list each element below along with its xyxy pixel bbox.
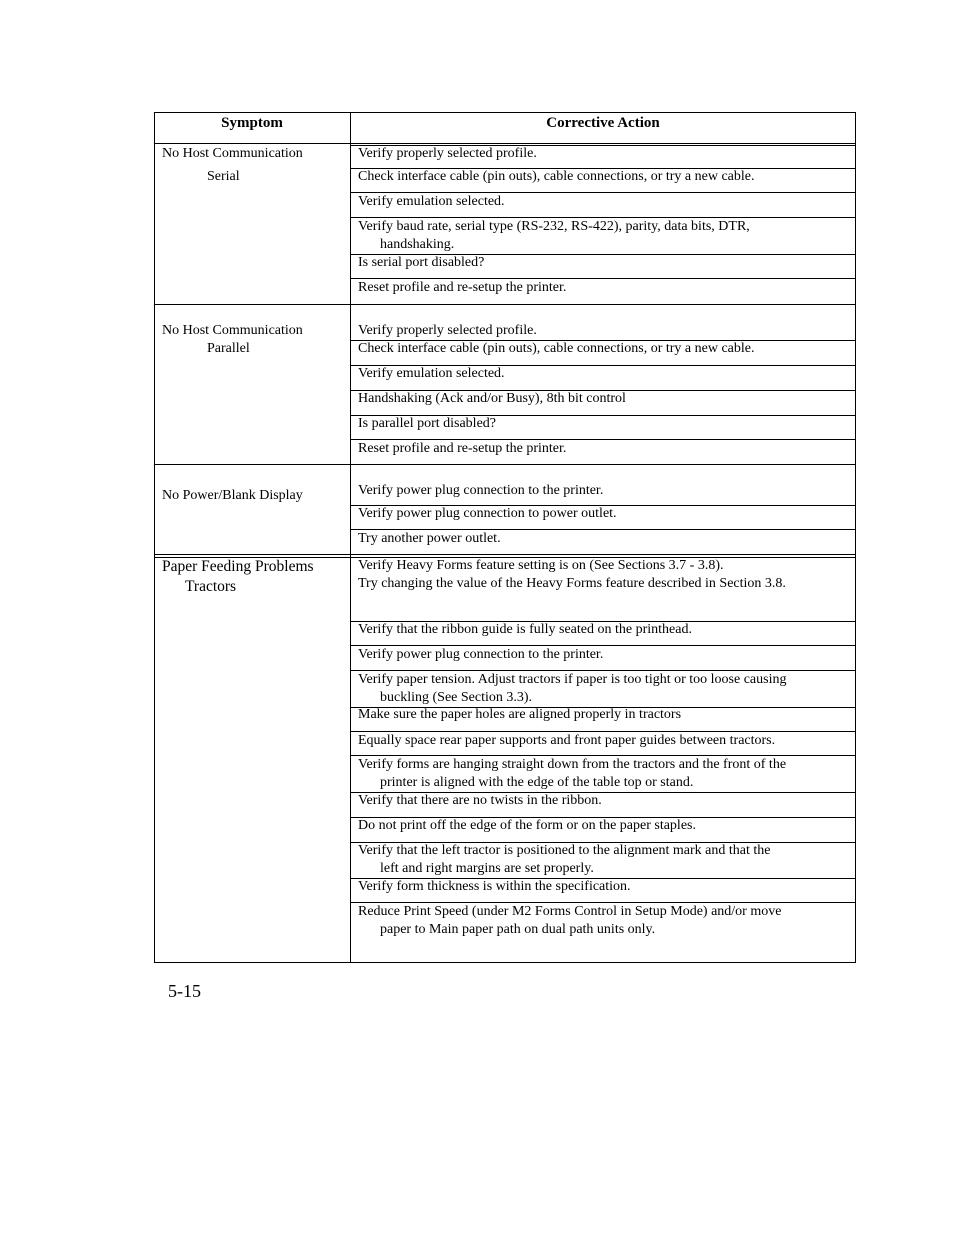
symptom-serial-line1: No Host Communication xyxy=(162,146,303,161)
action-text: Verify emulation selected. xyxy=(358,194,505,209)
action-text: Verify baud rate, serial type (RS-232, RS-422), parity, data bits, DTR, handshaking. xyxy=(358,219,750,252)
action-text: Reduce Print Speed (under M2 Forms Control in Setup Mode) and/or move paper to Main paper path on dual path units only. xyxy=(358,904,782,937)
action-text: Reset profile and re-setup the printer. xyxy=(358,280,567,295)
action-column-header: Corrective Action xyxy=(546,115,660,131)
action-text: Make sure the paper holes are aligned properly in tractors xyxy=(358,707,682,722)
symptom-parallel-line2: Parallel xyxy=(207,341,250,356)
action-text: Verify power plug connection to the printer. xyxy=(358,483,604,498)
action-text: Verify that there are no twists in the ribbon. xyxy=(358,793,602,808)
symptom-column-header: Symptom xyxy=(221,115,283,131)
action-text: Verify Heavy Forms feature setting is on (See Sections 3.7 - 3.8). Try changing the value of the Heavy Forms feature described in Section 3.8. xyxy=(358,558,786,591)
action-text: Verify power plug connection to power outlet. xyxy=(358,506,617,521)
action-text: Reset profile and re-setup the printer. xyxy=(358,441,567,456)
action-text: Check interface cable (pin outs), cable connections, or try a new cable. xyxy=(358,169,755,184)
action-text: Do not print off the edge of the form or on the paper staples. xyxy=(358,818,696,833)
symptom-power: No Power/Blank Display xyxy=(162,488,303,503)
action-text: Check interface cable (pin outs), cable connections, or try a new cable. xyxy=(358,341,755,356)
action-text: Handshaking (Ack and/or Busy), 8th bit control xyxy=(358,391,626,406)
page-number: 5-15 xyxy=(168,981,201,1001)
symptom-serial-line2: Serial xyxy=(207,169,240,184)
action-text: Verify forms are hanging straight down from the tractors and the front of the printer is aligned with the edge of the table top or stand. xyxy=(358,757,787,790)
action-text: Equally space rear paper supports and front paper guides between tractors. xyxy=(358,733,776,748)
action-text: Verify that the left tractor is positioned to the alignment mark and that the left and right margins are set properly. xyxy=(358,843,771,876)
action-text: Verify power plug connection to the printer. xyxy=(358,647,604,662)
action-text: Try another power outlet. xyxy=(358,531,501,546)
action-text: Verify properly selected profile. xyxy=(358,146,537,161)
action-text: Is serial port disabled? xyxy=(358,255,485,270)
action-text: Verify that the ribbon guide is fully seated on the printhead. xyxy=(358,622,692,637)
symptom-paper-feeding-line2: Tractors xyxy=(185,578,237,595)
action-text: Verify properly selected profile. xyxy=(358,323,537,338)
action-text: Verify form thickness is within the specification. xyxy=(358,879,631,894)
troubleshooting-table xyxy=(154,112,856,963)
action-text: Verify emulation selected. xyxy=(358,366,505,381)
symptom-paper-feeding-line1: Paper Feeding Problems xyxy=(162,558,314,575)
action-text: Verify paper tension. Adjust tractors if paper is too tight or too loose causing buckling (See Section 3.3). xyxy=(358,672,787,705)
action-text: Is parallel port disabled? xyxy=(358,416,497,431)
symptom-parallel-line1: No Host Communication xyxy=(162,323,303,338)
